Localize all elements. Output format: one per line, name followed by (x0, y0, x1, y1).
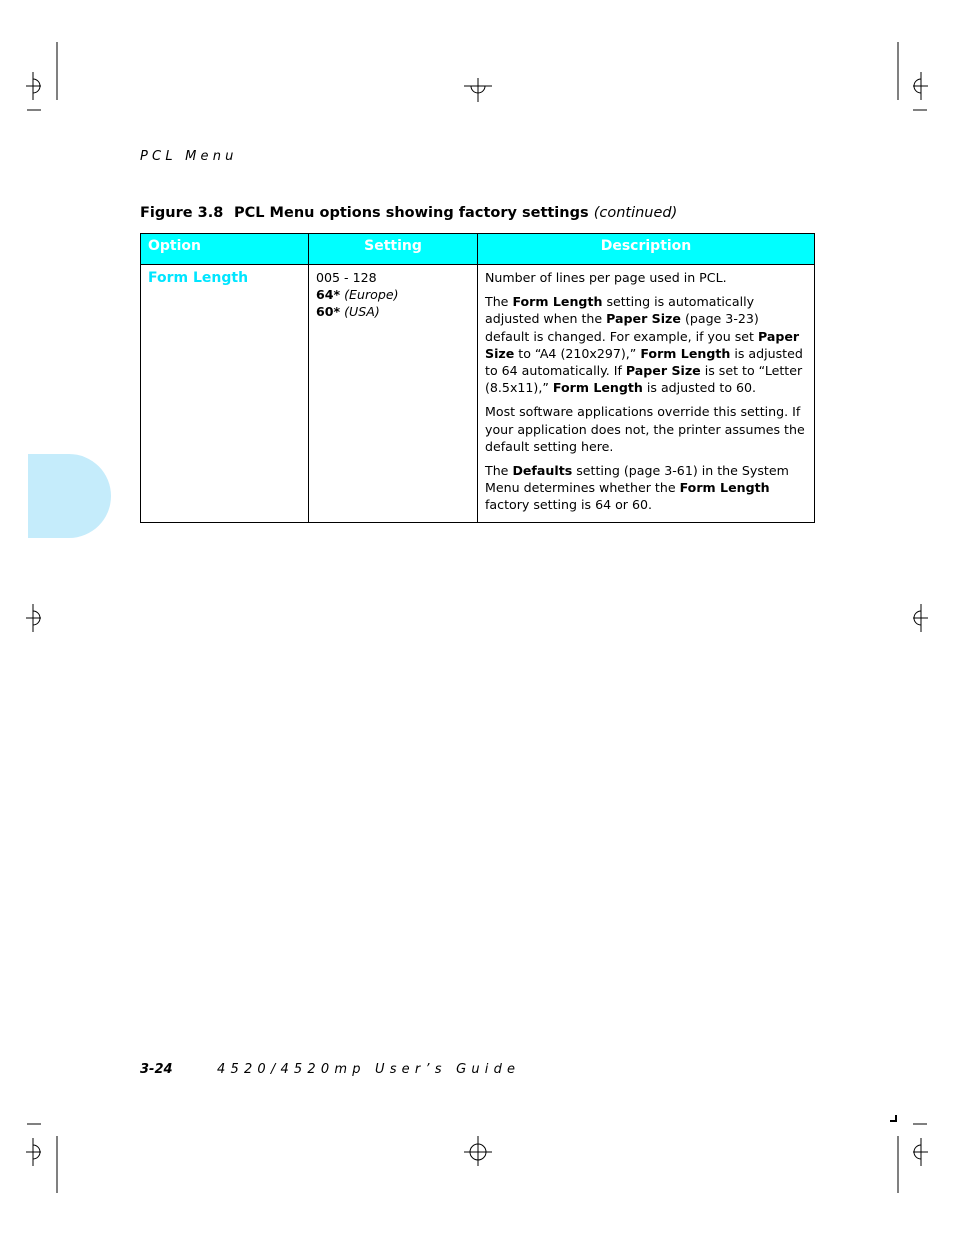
desc-bold: Form Length (679, 480, 770, 496)
setting-europe (316, 286, 470, 303)
desc-text: (page 3-23) default is changed. For example, if you set (485, 311, 759, 344)
desc-text: is adjusted to 60. (642, 380, 757, 396)
figure-continued: (continued) (593, 205, 678, 221)
desc-bold: Paper Size (485, 328, 800, 361)
footer-guide-title: 4520/4520mp User’s Guide (217, 1062, 521, 1077)
pcl-options-table (140, 233, 815, 523)
description-paragraph-3: Most software applications override this setting. If your application does not, the printer assumes the default setting here. (485, 404, 805, 454)
desc-bold: Paper Size (625, 363, 701, 379)
running-head: PCL Menu (140, 149, 238, 164)
header-option: Option (141, 234, 309, 265)
setting-europe-label: (Europe) (344, 287, 399, 303)
setting-usa (316, 303, 470, 320)
header-setting: Setting (309, 234, 478, 265)
setting-range: 005 - 128 (316, 270, 377, 285)
header-description: Description (478, 234, 815, 265)
setting-cell (309, 265, 478, 523)
option-cell (141, 265, 309, 523)
desc-text: setting (page 3-61) in the System Menu determines whether the (485, 463, 789, 496)
desc-text: factory setting is 64 or 60. (485, 497, 653, 513)
description-paragraph-4 (485, 462, 807, 514)
option-name: Form Length (148, 270, 249, 286)
figure-number: Figure 3.8 (140, 205, 224, 221)
desc-bold: Defaults (512, 463, 573, 479)
desc-bold: Form Length (512, 294, 603, 310)
desc-text: The (485, 294, 513, 310)
desc-text: to “A4 (210x297),” (514, 345, 641, 361)
table-row (141, 265, 815, 523)
setting-usa-value: 60* (316, 304, 341, 320)
desc-bold: Form Length (640, 345, 731, 361)
setting-europe-value: 64* (316, 287, 341, 303)
chapter-thumb-tab (28, 454, 111, 538)
footer-page-number: 3-24 (140, 1062, 173, 1077)
desc-bold: Form Length (552, 380, 643, 396)
setting-usa-label: (USA) (344, 304, 380, 320)
figure-caption (140, 205, 677, 221)
desc-text: setting is automatically adjusted when the (485, 294, 755, 327)
description-cell (478, 265, 815, 523)
table-header-row (141, 234, 815, 265)
desc-text: The (485, 463, 513, 479)
desc-text: is adjusted to 64 automatically. If (485, 345, 803, 379)
description-paragraph-2 (485, 293, 807, 396)
figure-title: PCL Menu options showing factory settings (234, 205, 589, 221)
desc-text: is set to “Letter (8.5x11),” (485, 363, 803, 396)
desc-bold: Paper Size (606, 311, 681, 327)
description-paragraph-1: Number of lines per page used in PCL. (485, 270, 727, 285)
